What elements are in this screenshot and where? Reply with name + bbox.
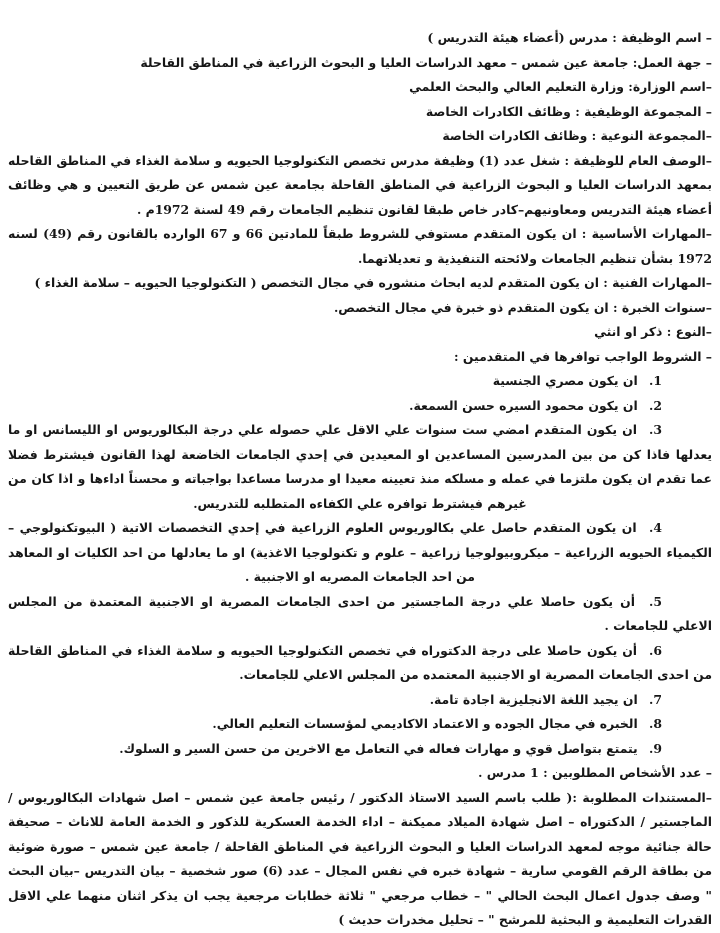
field-gender: –النوع : ذكر او انثي — [594, 324, 712, 339]
condition-text: ان يكون المتقدم امضي ست سنوات علي الاقل علي حصوله علي درجة البكالوريوس او الليسانس او ما يعدلها فاذا كن من بين المدرسين المساعدين او المعيدين في إحدي الجامعات الخاضعة لهذا القانون فيشترط فضلا عما تقدم ان يكون ملتزما في عمله و مسلكه منذ تعيينه معيدا او مدرسا مساعدا بواجباته و محسناً اداءها و اذا كان من غيرهم فيشترط توافره علي الكفاءه المتطلبه للتدريس. — [8, 422, 712, 511]
condition-text: يتمتع بتواصل قوي و مهارات فعاله في التعامل مع الاخرين من حسن السير و السلوك. — [119, 740, 638, 756]
condition-text: ان يكون مصري الجنسية — [492, 373, 638, 388]
condition-item-8 — [8, 712, 712, 737]
condition-number: 3. — [649, 422, 662, 437]
condition-text: أن يكون حاصلا على درجة الدكتوراه في تخصص التكنولوجيا الحيويه و سلامة الغذاء في المناطق القاحلة من احدى الجامعات المصرية او الاجنبية المعتمده من المجلس الاعلي للجامعات. — [8, 642, 712, 682]
condition-number: 2. — [649, 397, 662, 413]
field-qualitative-group: –المجموعة النوعية : وظائف الكادرات الخاصة — [442, 128, 712, 143]
field-basic-skills: –المهارات الأساسية : ان يكون المتقدم مستوفي للشروط طبقاً للمادتين 66 و 67 الوارده بالقانون رقم (49) لسنه 1972 بشأن تنظيم الجامعات ولائحته التنفيذية و تعديلاتهما. — [8, 226, 712, 266]
field-general-description: –الوصف العام للوظيفة : شغل عدد (1) وظيفة مدرس تخصص التكنولوجيا الحيويه و سلامة الغذاء في المناطق القاحله بمعهد الدراسات العليا و البحوث الزراعية في المناطق القاحلة بجامعة عين شمس عن طريق التعيين و هي وظائف أعضاء هيئة التدريس ومعاونيهم–كادر خاص طبقا لقانون تنظيم الجامعات رقم 49 لسنة 1972م . — [8, 152, 712, 217]
field-experience-years: –سنوات الخبرة : ان يكون المتقدم ذو خبرة في مجال التخصص. — [333, 299, 712, 315]
field-functional-group: – المجموعة الوظيفية : وظائف الكادرات الخاصة — [425, 103, 712, 119]
field-required-count: – عدد الأشخاص المطلوبين : 1 مدرس . — [478, 765, 712, 780]
field-ministry: –اسم الوزارة: وزارة التعليم العالي والبحث العلمي — [409, 79, 712, 94]
condition-item-4 — [8, 516, 712, 590]
condition-item-2 — [8, 394, 712, 419]
condition-number: 5. — [649, 593, 662, 609]
condition-item-6 — [8, 639, 712, 688]
condition-text: أن يكون حاصلا علي درجة الماجستير من احدى الجامعات المصرية او الاجنبية المعتمدة من المجلس الاعلي للجامعات . — [8, 593, 712, 633]
field-employer: – جهة العمل: جامعة عين شمس – معهد الدراسات العليا و البحوث الزراعية في المناطق القاحلة — [140, 54, 712, 70]
condition-number: 7. — [649, 691, 662, 707]
condition-item-9 — [8, 737, 712, 762]
condition-number: 9. — [649, 740, 662, 756]
condition-item-7 — [8, 688, 712, 713]
condition-number: 4. — [649, 520, 662, 535]
condition-item-3 — [8, 418, 712, 516]
field-technical-skills: –المهارات الفنية : ان يكون المتقدم لديه ابحاث منشوره في مجال التخصص ( التكنولوجيا الحيويه – سلامة الغذاء ) — [34, 275, 712, 290]
condition-item-1 — [8, 369, 712, 394]
field-required-documents: –المستندات المطلوبة :( طلب باسم السيد الاستاذ الدكتور / رئيس جامعة عين شمس – اصل شهادات البكالوريوس / الماجستير / الدكتوراه – اصل شهادة الميلاد مميكنة – اداء الخدمة العسكرية للذكور و الخدمة العامة للاناث – صحيفة حالة جنائية موجه لمعهد الدراسات العليا و البحوث الزراعية في المناطق القاحلة / جامعة عين شمس – صورة ضوئية من بطاقة الرقم القومي سارية – شهادة خبره في نفس المجال – عدد (6) صور شخصية – بيان التدريس –بيان البحث " وصف جدول اعمال البحث الحالي " – خطاب مرجعي " ثلاثة خطابات مرجعية يجب ان يذكر اثنان منهما علي الاقل القدرات التعليمية و البحثية للمرشح " – تحليل مخدرات حديث ) — [8, 789, 712, 927]
condition-text: ان يكون المتقدم حاصل علي بكالوريوس العلوم الزراعية في إحدي التخصصات الاتية ( البيوتكنولوجي – الكيمياء الحيويه الزراعية – ميكروبيولوجيا زراعية – علوم و تكنولوجيا الاغذية) او ما يعادلها من احد الكليات او المعاهد من احد الجامعات المصريه او الاجنبية . — [8, 520, 712, 584]
condition-text: ان يجيد اللغة الانجليزية اجادة تامة. — [429, 691, 638, 707]
condition-text: الخبره في مجال الجوده و الاعتماد الاكاديمي لمؤسسات التعليم العالي. — [212, 716, 638, 731]
conditions-list — [8, 369, 712, 761]
condition-number: 6. — [649, 642, 662, 658]
condition-number: 1. — [649, 373, 662, 388]
condition-item-5 — [8, 590, 712, 639]
condition-number: 8. — [649, 716, 662, 731]
condition-text: ان يكون محمود السيره حسن السمعة. — [409, 397, 638, 413]
conditions-heading: – الشروط الواجب توافرها في المتقدمين : — [453, 348, 712, 364]
field-job-title: – اسم الوظيفة : مدرس (أعضاء هيئة التدريس ) — [427, 30, 712, 45]
